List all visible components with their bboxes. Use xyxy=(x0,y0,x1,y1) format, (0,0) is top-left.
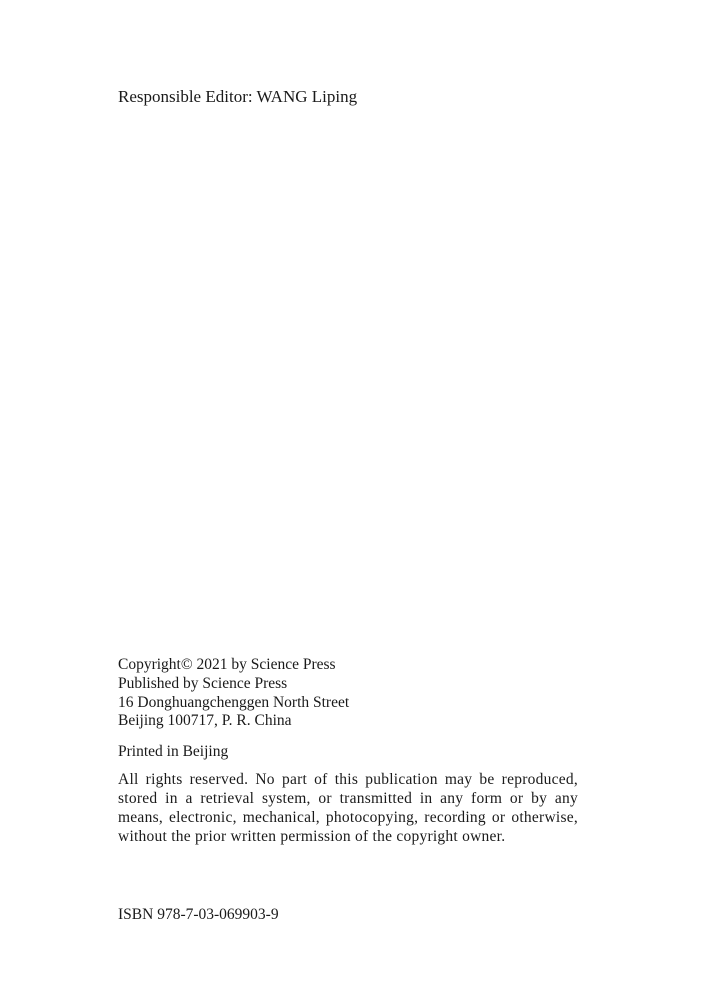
address-street-line: 16 Donghuangchenggen North Street xyxy=(118,693,350,711)
copyright-line: Copyright© 2021 by Science Press xyxy=(118,656,336,673)
publisher-line: Published by Science Press xyxy=(118,674,288,692)
copyright-block xyxy=(118,656,578,846)
isbn-line: ISBN 978-7-03-069903-9 xyxy=(118,906,279,923)
rights-statement: All rights reserved. No part of this publication may be reproduced, stored in a retrieval system, or transmitted in any form or by any means, electronic, mechanical, photocopying, recording or otherwise, without the prior written permission of the copyright owner. xyxy=(118,771,578,845)
printed-in-line: Printed in Beijing xyxy=(118,743,229,761)
address-city-line: Beijing 100717, P. R. China xyxy=(118,712,292,730)
responsible-editor: Responsible Editor: WANG Liping xyxy=(118,87,358,106)
